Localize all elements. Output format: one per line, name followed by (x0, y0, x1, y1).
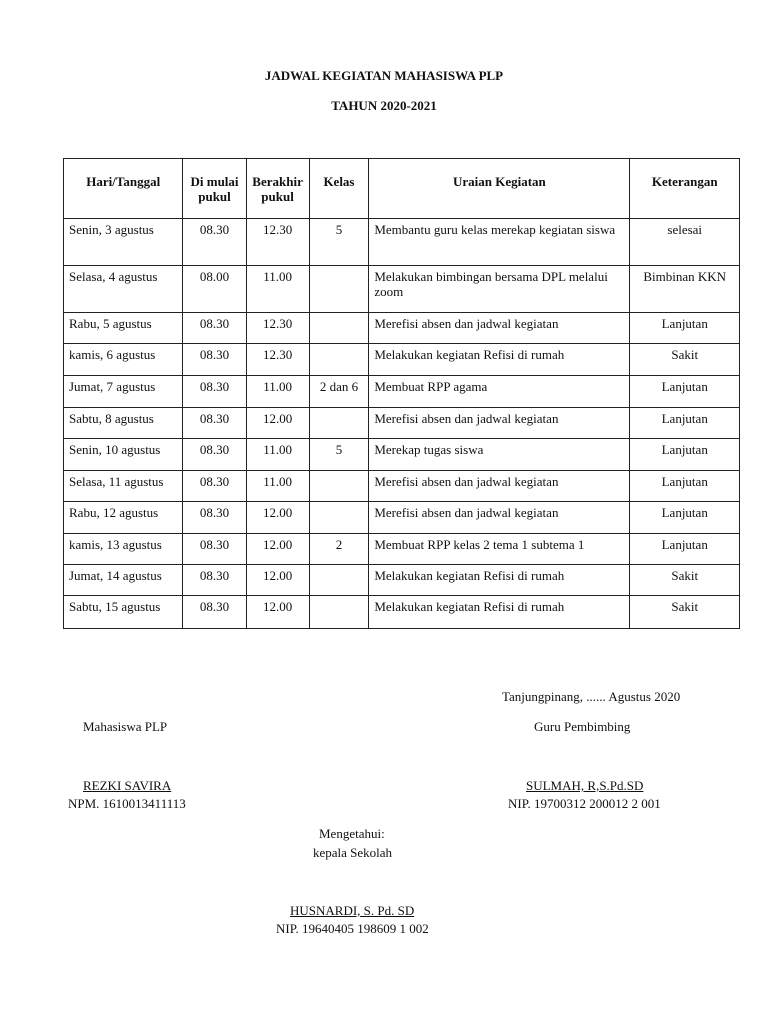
header-hari-tanggal: Hari/Tanggal (64, 159, 183, 219)
cell-uraian: Melakukan kegiatan Refisi di rumah (369, 565, 630, 596)
cell-kelas: 5 (309, 219, 369, 266)
cell-kelas (309, 408, 369, 439)
table-row (64, 313, 740, 344)
cell-hari-tanggal: Senin, 3 agustus (64, 219, 183, 266)
cell-kelas (309, 471, 369, 502)
cell-uraian: Merefisi absen dan jadwal kegiatan (369, 471, 630, 502)
cell-hari-tanggal: Senin, 10 agustus (64, 439, 183, 471)
cell-uraian: Melakukan kegiatan Refisi di rumah (369, 596, 630, 629)
table-row (64, 219, 740, 266)
cell-keterangan: Sakit (630, 596, 740, 629)
cell-kelas (309, 502, 369, 534)
schedule-table (63, 158, 740, 629)
cell-keterangan: Lanjutan (630, 408, 740, 439)
left-signer-role: Mahasiswa PLP (83, 719, 168, 734)
headmaster-role: kepala Sekolah (313, 845, 393, 860)
cell-kelas: 2 dan 6 (309, 376, 369, 408)
right-signer-id: NIP. 19700312 200012 2 001 (508, 796, 661, 811)
cell-mulai: 08.30 (183, 408, 246, 439)
table-row (64, 266, 740, 313)
cell-keterangan: Lanjutan (630, 313, 740, 344)
cell-mulai: 08.30 (183, 376, 246, 408)
table-row (64, 439, 740, 471)
cell-mulai: 08.00 (183, 266, 246, 313)
right-signer-name: SULMAH, R,S.Pd.SD (526, 778, 644, 793)
cell-mulai: 08.30 (183, 596, 246, 629)
cell-berakhir: 11.00 (246, 266, 309, 313)
cell-kelas: 2 (309, 534, 369, 565)
cell-hari-tanggal: Jumat, 7 agustus (64, 376, 183, 408)
table-row (64, 344, 740, 376)
cell-keterangan: Bimbinan KKN (630, 266, 740, 313)
cell-keterangan: selesai (630, 219, 740, 266)
header-berakhir: Berakhir pukul (246, 159, 309, 219)
cell-keterangan: Lanjutan (630, 439, 740, 471)
headmaster-name: HUSNARDI, S. Pd. SD (290, 903, 415, 918)
cell-berakhir: 12.30 (246, 344, 309, 376)
cell-keterangan: Lanjutan (630, 376, 740, 408)
cell-hari-tanggal: Rabu, 12 agustus (64, 502, 183, 534)
table-row (64, 376, 740, 408)
cell-mulai: 08.30 (183, 534, 246, 565)
right-signer-role: Guru Pembimbing (534, 719, 631, 734)
cell-mulai: 08.30 (183, 502, 246, 534)
cell-mulai: 08.30 (183, 471, 246, 502)
cell-kelas: 5 (309, 439, 369, 471)
acknowledged-label: Mengetahui: (319, 826, 385, 841)
cell-kelas (309, 596, 369, 629)
header-uraian: Uraian Kegiatan (369, 159, 630, 219)
table-row (64, 534, 740, 565)
cell-hari-tanggal: Selasa, 11 agustus (64, 471, 183, 502)
header-kelas: Kelas (309, 159, 369, 219)
cell-hari-tanggal: Jumat, 14 agustus (64, 565, 183, 596)
cell-hari-tanggal: kamis, 6 agustus (64, 344, 183, 376)
cell-mulai: 08.30 (183, 313, 246, 344)
cell-berakhir: 12.30 (246, 313, 309, 344)
table-row (64, 471, 740, 502)
cell-keterangan: Lanjutan (630, 534, 740, 565)
cell-hari-tanggal: Rabu, 5 agustus (64, 313, 183, 344)
cell-uraian: Melakukan kegiatan Refisi di rumah (369, 344, 630, 376)
cell-uraian: Membantu guru kelas merekap kegiatan siswa (369, 219, 630, 266)
cell-hari-tanggal: kamis, 13 agustus (64, 534, 183, 565)
cell-hari-tanggal: Sabtu, 15 agustus (64, 596, 183, 629)
left-signer-name: REZKI SAVIRA (83, 778, 172, 793)
document-subtitle: TAHUN 2020-2021 (331, 98, 437, 113)
table-row (64, 408, 740, 439)
cell-berakhir: 12.00 (246, 534, 309, 565)
cell-kelas (309, 344, 369, 376)
left-signer-id: NPM. 1610013411113 (68, 796, 186, 811)
cell-berakhir: 12.00 (246, 502, 309, 534)
cell-uraian: Merefisi absen dan jadwal kegiatan (369, 502, 630, 534)
cell-uraian: Merefisi absen dan jadwal kegiatan (369, 313, 630, 344)
table-row (64, 502, 740, 534)
document-title: JADWAL KEGIATAN MAHASISWA PLP (264, 68, 504, 83)
cell-berakhir: 12.00 (246, 596, 309, 629)
cell-keterangan: Lanjutan (630, 471, 740, 502)
cell-mulai: 08.30 (183, 439, 246, 471)
cell-uraian: Merefisi absen dan jadwal kegiatan (369, 408, 630, 439)
cell-uraian: Membuat RPP agama (369, 376, 630, 408)
table-header-row (64, 159, 740, 219)
cell-hari-tanggal: Sabtu, 8 agustus (64, 408, 183, 439)
table-row (64, 565, 740, 596)
cell-keterangan: Sakit (630, 565, 740, 596)
table-row (64, 596, 740, 629)
cell-berakhir: 12.00 (246, 408, 309, 439)
cell-kelas (309, 266, 369, 313)
cell-keterangan: Sakit (630, 344, 740, 376)
cell-berakhir: 12.00 (246, 565, 309, 596)
cell-mulai: 08.30 (183, 219, 246, 266)
cell-hari-tanggal: Selasa, 4 agustus (64, 266, 183, 313)
place-date: Tanjungpinang, ...... Agustus 2020 (502, 689, 681, 704)
cell-uraian: Membuat RPP kelas 2 tema 1 subtema 1 (369, 534, 630, 565)
cell-kelas (309, 565, 369, 596)
cell-berakhir: 12.30 (246, 219, 309, 266)
header-keterangan: Keterangan (630, 159, 740, 219)
header-di-mulai: Di mulai pukul (183, 159, 246, 219)
cell-berakhir: 11.00 (246, 439, 309, 471)
cell-berakhir: 11.00 (246, 471, 309, 502)
cell-mulai: 08.30 (183, 565, 246, 596)
cell-berakhir: 11.00 (246, 376, 309, 408)
cell-uraian: Melakukan bimbingan bersama DPL melalui zoom (369, 266, 630, 313)
table-body (64, 219, 740, 629)
cell-kelas (309, 313, 369, 344)
cell-uraian: Merekap tugas siswa (369, 439, 630, 471)
cell-mulai: 08.30 (183, 344, 246, 376)
headmaster-id: NIP. 19640405 198609 1 002 (276, 921, 429, 936)
cell-keterangan: Lanjutan (630, 502, 740, 534)
